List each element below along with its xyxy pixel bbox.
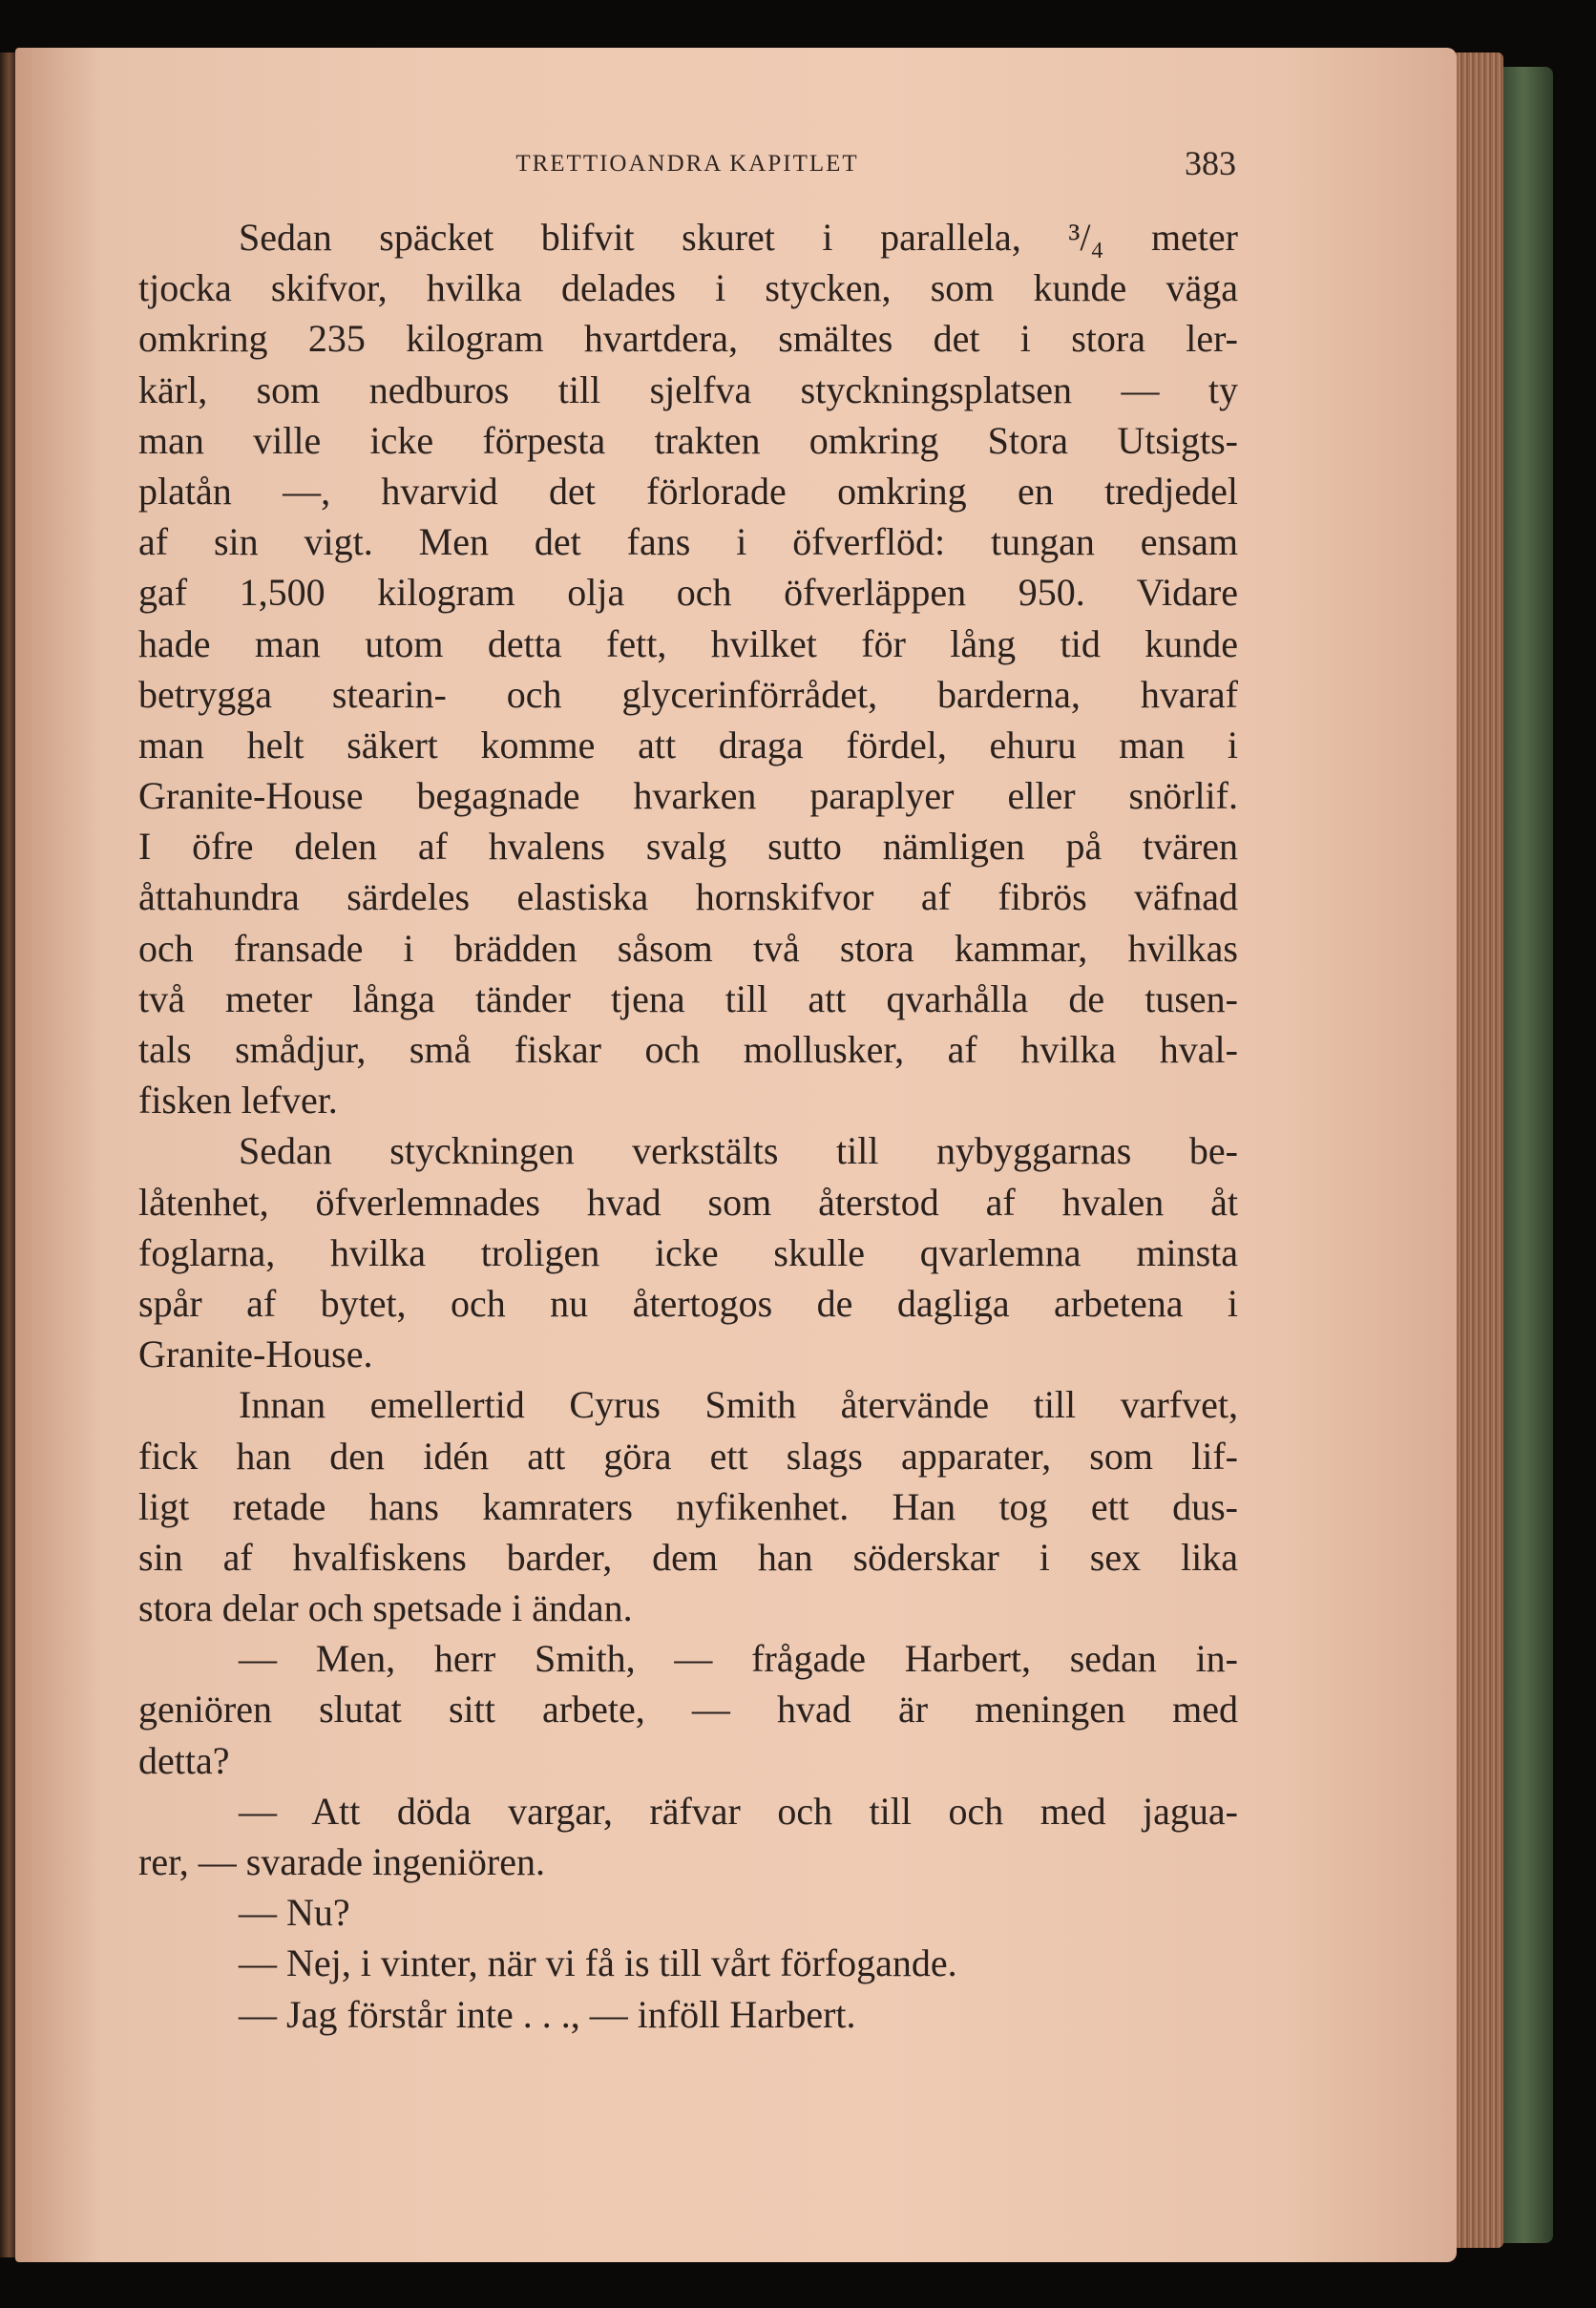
text-line: man ville icke förpesta trakten omkring Stora Utsigts- xyxy=(138,418,1238,462)
text-line: rer, — svarade ingeniören. xyxy=(138,1840,545,1883)
text-line: tjocka skifvor, hvilka delades i stycken, som kunde väga xyxy=(138,266,1238,310)
text-line: platån —, hvarvid det förlorade omkring en tredjedel xyxy=(138,469,1238,513)
text-line: — Men, herr Smith, — frågade Harbert, sedan in- xyxy=(239,1637,1238,1681)
text-line: Sedan styckningen verkstälts till nybyggarnas be- xyxy=(239,1129,1238,1173)
text-line: gaf 1,500 kilogram olja och öfverläppen 950. Vidare xyxy=(138,571,1238,615)
text-line: af sin vigt. Men det fans i öfverflöd: tungan ensam xyxy=(138,520,1238,564)
body-text xyxy=(138,212,1238,2040)
text-line: I öfre delen af hvalens svalg sutto nämligen på tvären xyxy=(138,825,1238,869)
text-line: — Nej, i vinter, när vi få is till vårt förfogande. xyxy=(239,1941,957,1985)
previous-page-edge xyxy=(0,52,15,2257)
text-line: kärl, som nedburos till sjelfva styckningsplatsen — ty xyxy=(138,367,1238,411)
text-line: — Jag förstår inte . . ., — inföll Harbert. xyxy=(239,1992,856,2036)
page-number: 383 xyxy=(1185,144,1236,182)
text-line: Sedan späcket blifvit skuret i parallela, ³/₄ meter xyxy=(239,216,1238,259)
text-line: hade man utom detta fett, hvilket för lång tid kunde xyxy=(138,621,1238,665)
text-line: Innan emellertid Cyrus Smith återvände till varfvet, xyxy=(239,1383,1238,1427)
text-line: foglarna, hvilka troligen icke skulle qvarlemna minsta xyxy=(138,1230,1238,1274)
text-line: låtenhet, öfverlemnades hvad som återstod af hvalen åt xyxy=(138,1180,1238,1224)
text-line: — Att döda vargar, räfvar och till och med jagua- xyxy=(239,1789,1238,1833)
text-line: spår af bytet, och nu återtogos de dagliga arbetena i xyxy=(138,1281,1238,1325)
text-line: två meter långa tänder tjena till att qvarhålla de tusen- xyxy=(138,976,1238,1020)
text-line: — Nu? xyxy=(239,1891,350,1935)
text-line: fick han den idén att göra ett slags apparater, som lif- xyxy=(138,1434,1238,1478)
text-line: geniören slutat sitt arbete, — hvad är meningen med xyxy=(138,1688,1238,1731)
chapter-title: TRETTIOANDRA KAPITLET xyxy=(515,151,859,177)
text-line: Granite-House begagnade hvarken paraplyer eller snörlif. xyxy=(138,774,1238,818)
book-binding xyxy=(1503,67,1553,2243)
text-line: stora delar och spetsade i ändan. xyxy=(138,1586,633,1630)
text-line: betrygga stearin- och glycerinförrådet, barderna, hvaraf xyxy=(138,672,1238,716)
text-line: och fransade i brädden såsom två stora kammar, hvilkas xyxy=(138,926,1238,970)
text-line: tals smådjur, små fiskar och mollusker, af hvilka hval- xyxy=(138,1028,1238,1071)
text-line: Granite-House. xyxy=(138,1332,373,1376)
text-line: detta? xyxy=(138,1738,230,1782)
text-line: sin af hvalfiskens barder, dem han söderskar i sex lika xyxy=(138,1535,1238,1579)
text-line: omkring 235 kilogram hvartdera, smältes det i stora ler- xyxy=(138,317,1238,361)
running-head xyxy=(138,143,1236,181)
text-line: åttahundra särdeles elastiska hornskifvor af fibrös väfnad xyxy=(138,875,1238,919)
text-line: ligt retade hans kamraters nyfikenhet. Han tog ett dus- xyxy=(138,1484,1238,1528)
text-line: fisken lefver. xyxy=(138,1079,338,1123)
text-line: man helt säkert komme att draga fördel, ehuru man i xyxy=(138,723,1238,766)
